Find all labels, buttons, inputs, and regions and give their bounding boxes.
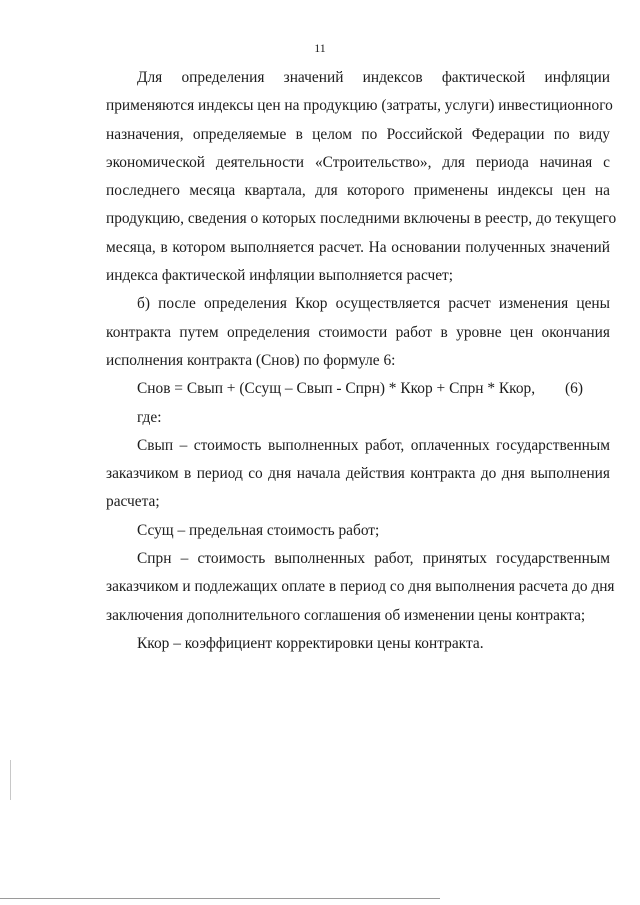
paragraph-line: применяются индексы цен на продукцию (затраты, услуги) инвестиционного — [106, 97, 613, 115]
formula-number: (6) — [565, 380, 583, 398]
definition-line: Спрн – стоимость выполненных работ, принятых государственным — [137, 550, 610, 568]
page-number: 11 — [314, 41, 326, 55]
definition-line: расчета; — [106, 493, 160, 511]
document-body — [106, 64, 617, 658]
paragraph-line: контракта путем определения стоимости работ в уровне цен окончания — [106, 323, 610, 341]
paragraph-line: исполнения контракта (Снов) по формуле 6: — [106, 351, 396, 369]
definition-line: заказчиком и подлежащих оплате в период со дня выполнения расчета до дня — [106, 578, 615, 596]
definition-line: заказчиком в период со дня начала действия контракта до дня выполнения — [106, 465, 610, 483]
definition-line: заключения дополнительного соглашения об изменении цены контракта; — [106, 606, 586, 624]
paragraph-line: б) после определения Ккор осуществляется расчет изменения цены — [137, 295, 610, 313]
formula-line — [106, 375, 610, 403]
paragraph-line: назначения, определяемые в целом по Российской Федерации по виду — [106, 125, 610, 143]
definition-line: Свып – стоимость выполненных работ, оплаченных государственным — [137, 436, 610, 454]
formula-text: Снов = Свып + (Ссущ – Свып - Спрн) * Ккор + Спрн * Ккор, — [137, 380, 536, 398]
definition-line: Ссущ – предельная стоимость работ; — [137, 521, 380, 539]
paragraph-line: индекса фактической инфляции выполняется расчет; — [106, 267, 454, 285]
paragraph-line: Для определения значений индексов фактической инфляции — [137, 69, 610, 86]
scan-artifact — [10, 760, 11, 800]
paragraph-line: продукцию, сведения о которых последними включены в реестр, до текущего — [106, 210, 617, 228]
bottom-rule — [0, 898, 440, 899]
paragraph-line: месяца, в котором выполняется расчет. На основании полученных значений — [106, 238, 610, 256]
definition-line: Ккор – коэффициент корректировки цены контракта. — [137, 634, 484, 652]
paragraph-line: последнего месяца квартала, для которого применены индексы цен на — [106, 182, 610, 200]
paragraph-line: где: — [137, 408, 162, 426]
paragraph-line: экономической деятельности «Строительство», для периода начиная с — [106, 153, 610, 171]
